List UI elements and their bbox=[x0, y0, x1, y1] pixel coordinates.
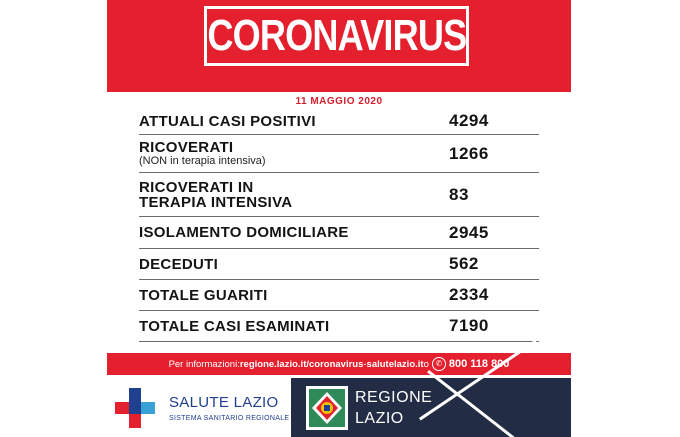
regione-emblem-icon bbox=[305, 385, 349, 431]
stats-row-totale-guariti bbox=[139, 280, 539, 311]
medical-cross-icon bbox=[113, 386, 157, 430]
info-separator: - bbox=[363, 358, 367, 370]
title-box bbox=[204, 6, 469, 66]
row-label-line2: TERAPIA INTENSIVA bbox=[139, 193, 293, 211]
row-value: 562 bbox=[449, 254, 479, 273]
row-value: 4294 bbox=[449, 111, 489, 130]
header-banner bbox=[107, 0, 571, 92]
report-date: 11 MAGGIO 2020 bbox=[295, 96, 383, 107]
regione-lazio-logo bbox=[291, 378, 571, 437]
stats-table bbox=[139, 108, 539, 342]
infographic-card bbox=[107, 0, 571, 437]
stats-row-isolamento-domiciliare bbox=[139, 217, 539, 249]
info-or: o bbox=[423, 358, 429, 370]
row-value: 7190 bbox=[449, 316, 489, 335]
row-label: RICOVERATI IN bbox=[139, 178, 254, 196]
stats-row-ricoverati bbox=[139, 135, 539, 173]
phone-number[interactable]: 800 118 800 bbox=[448, 358, 510, 370]
row-value: 2945 bbox=[449, 222, 489, 242]
regione-line1: REGIONE bbox=[355, 389, 433, 406]
row-label: RICOVERATI bbox=[139, 139, 234, 156]
row-sublabel: (NON in terapia intensiva) bbox=[139, 155, 266, 167]
row-label: DECEDUTI bbox=[139, 255, 219, 273]
salute-lazio-name: SALUTE LAZIO bbox=[169, 394, 279, 411]
salute-lazio-subtitle: SISTEMA SANITARIO REGIONALE bbox=[169, 415, 290, 422]
link-salute-lazio[interactable]: salutelazio.it bbox=[366, 358, 424, 370]
stats-row-attuali-casi-positivi bbox=[139, 108, 539, 135]
page-title: CORONAVIRUS bbox=[207, 11, 466, 60]
row-label: TOTALE GUARITI bbox=[139, 286, 268, 304]
stats-row-deceduti bbox=[139, 249, 539, 280]
row-label: ATTUALI CASI POSITIVI bbox=[139, 112, 316, 130]
info-prefix: Per informazioni: bbox=[168, 358, 240, 370]
row-value: 1266 bbox=[449, 143, 489, 163]
row-value: 2334 bbox=[449, 285, 489, 304]
row-label: ISOLAMENTO DOMICILIARE bbox=[139, 224, 349, 241]
phone-icon: ✆ bbox=[432, 357, 446, 371]
row-value: 83 bbox=[449, 184, 469, 204]
link-regione-lazio[interactable]: regione.lazio.it/coronavirus bbox=[239, 358, 364, 370]
regione-line2: LAZIO bbox=[355, 410, 404, 427]
stats-row-ricoverati-terapia-intensiva bbox=[139, 173, 539, 217]
row-label: TOTALE CASI ESAMINATI bbox=[139, 317, 330, 335]
stats-row-totale-casi-esaminati bbox=[139, 311, 539, 342]
